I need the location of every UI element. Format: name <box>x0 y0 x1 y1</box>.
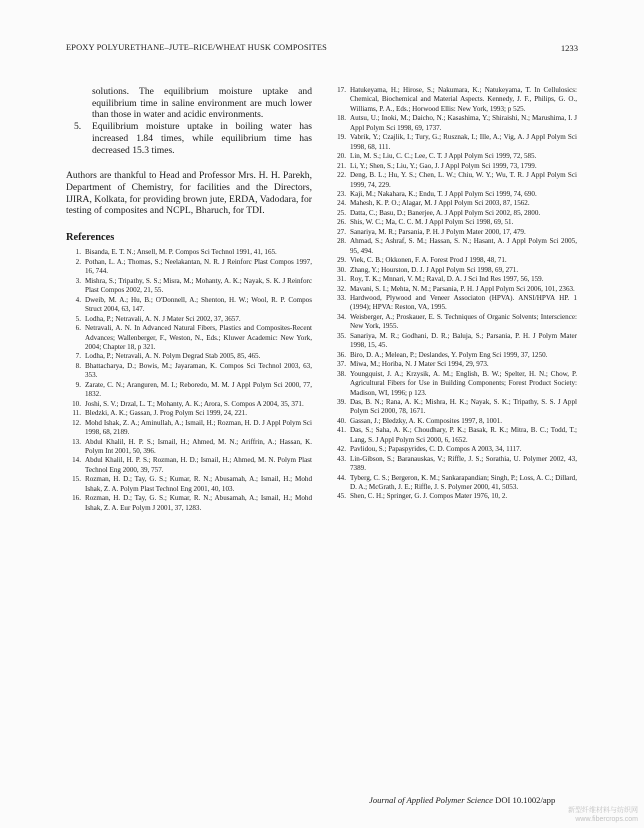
reference-text: Mavani, S. I.; Mehta, N. M.; Parsania, P. H. J Appl Polym Sci 2006, 101, 2363. <box>350 284 575 293</box>
reference-item <box>66 400 312 409</box>
reference-number: 17. <box>337 86 346 94</box>
reference-number: 7. <box>75 352 81 361</box>
references-list-right <box>331 86 577 502</box>
reference-number: 43. <box>337 454 346 463</box>
reference-item <box>331 332 577 351</box>
reference-item <box>331 455 577 474</box>
reference-item <box>331 275 577 284</box>
reference-number: 23. <box>337 189 346 198</box>
reference-number: 6. <box>75 324 81 333</box>
reference-item <box>331 417 577 426</box>
reference-text: Tyberg, C. S.; Bergeron, K. M.; Sankarapandian; Singh, P.; Loss, A. C.; Dillard, D. A.; McGrath, J. E.; Riffle, J. S. Polymer 2000, 41, 5053. <box>350 473 577 492</box>
reference-item <box>66 324 312 352</box>
reference-text: Abdul Khalil, H. P. S.; Rozman, H. D.; Ismail, H.; Ahmed, M. N. Polym Plast Technol Eng 2000, 39, 757. <box>85 456 312 474</box>
reference-number: 4. <box>75 295 81 304</box>
reference-number: 5. <box>75 314 81 323</box>
reference-item <box>331 351 577 360</box>
reference-number: 37. <box>337 360 346 369</box>
reference-item <box>66 475 312 494</box>
left-column <box>66 86 312 513</box>
reference-text: Shis, W. C.; Ma, C. C. M. J Appl Polym Sci 1998, 69, 51. <box>350 218 514 227</box>
reference-text: Li, Y.; Shen, S.; Liu, Y.; Gao, J. J Appl Polym Sci 1999, 73, 1799. <box>350 161 537 170</box>
reference-number: 44. <box>337 473 346 482</box>
reference-number: 2. <box>75 257 81 266</box>
reference-item <box>66 277 312 296</box>
running-header <box>66 43 578 55</box>
reference-text: Viek, C. B.; Okkonen, F. A. Forest Prod J 1998, 48, 71. <box>350 256 507 265</box>
doi: DOI 10.1002/app <box>495 795 556 805</box>
reference-number: 38. <box>337 369 346 378</box>
reference-number: 1. <box>75 248 81 257</box>
reference-number: 40. <box>337 416 346 425</box>
reference-number: 18. <box>337 114 346 123</box>
reference-number: 27. <box>337 227 346 236</box>
reference-text: Roy, T. K.; Mnnari, V. M.; Raval, D. A. J Sci Ind Res 1997, 56, 159. <box>350 275 544 284</box>
reference-text: Hatukeyama, H.; Hirose, S.; Nakumara, K.; Natukeyama, T. In Cellulosics: Chemical, Biochemical and Material Aspects. Kennedy, J. F., Philips, G. O., Williams, P. A., Eds.; Horwood Ellis: New York, 1993; p 525. <box>350 86 577 113</box>
reference-number: 20. <box>337 152 346 161</box>
reference-text: Mishra, S.; Tripathy, S. S.; Misra, M.; Mohanty, A. K.; Nayak, S. K. J Reinforc Plast Compos 2002, 21, 55. <box>85 276 312 295</box>
acknowledgment: Authors are thankful to Head and Professor Mrs. H. H. Parekh, Department of Chemistry, for facilities and the Directors, IJIRA, Kolkata, for providing brown jute, ERDA, Vadodara, for testing of composites and NCPL, Bharuch, for TDI. <box>66 170 312 217</box>
reference-number: 30. <box>337 265 346 274</box>
reference-number: 28. <box>337 237 346 246</box>
reference-number: 32. <box>337 284 346 293</box>
reference-number: 22. <box>337 171 346 180</box>
reference-text: Lodha, P.; Netravali, A. N. Polym Degrad Stab 2005, 85, 465. <box>85 352 261 361</box>
reference-text: Bledzki, A. K.; Gassan, J. Prog Polym Sci 1999, 24, 221. <box>85 409 247 418</box>
reference-text: Sanariya, M. R.; Godhani, D. R.; Baluja, S.; Parsania, P. H. J Polym Mater 1998, 15, 45. <box>350 331 577 350</box>
references-heading: References <box>66 232 115 244</box>
reference-item <box>66 409 312 418</box>
reference-item <box>331 360 577 369</box>
reference-text: Pavlidou, S.; Papaspyrides, C. D. Compos A 2003, 34, 1117. <box>350 445 522 454</box>
reference-item <box>66 419 312 438</box>
reference-item <box>331 294 577 313</box>
reference-text: Bisanda, E. T. N.; Ansell, M. P. Compos Sci Technol 1991, 41, 165. <box>85 248 277 257</box>
reference-text: Netravali, A. N. In Advanced Natural Fibers, Plastics and Composites-Recent Advances; Wallenberger, F., Weston, N., Eds.; Kluwer Academic: New York, 2004; Chapter 18, p 321. <box>85 324 312 352</box>
reference-number: 42. <box>337 445 346 454</box>
reference-item <box>331 474 577 493</box>
conclusion-number: 5. <box>74 121 82 133</box>
reference-item <box>331 426 577 445</box>
reference-item <box>66 456 312 475</box>
reference-item <box>331 266 577 275</box>
reference-item <box>331 133 577 152</box>
conclusion-text: solutions. The equilibrium moisture uptake and equilibrium time in saline environment are much lower than those in water and acidic environments. <box>92 86 312 121</box>
reference-number: 16. <box>72 494 81 503</box>
reference-text: Rozman, H. D.; Tay, G. S.; Kumar, R. N.; Abusamah, A.; Ismail, H.; Mohd Ishak, Z. A. Polym Plast Technol Eng 2001, 40, 103. <box>85 475 312 493</box>
reference-item <box>331 445 577 454</box>
reference-text: Youngquist, J. A.; Krzysik, A. M.; English, B. W.; Spelter, H. N.; Chow, P. Agricultural Fibers for Use in Building Components; Forest Product Society: Madison, WI, 1996; p 123. <box>350 369 577 397</box>
reference-number: 24. <box>337 199 346 208</box>
reference-number: 10. <box>72 399 81 408</box>
reference-item <box>331 370 577 398</box>
reference-text: Autsu, U.; Inoki, M.; Daicho, N.; Kasashima, Y.; Shiraishi, N.; Marushima, I. J Appl Polym Sci 1998, 69, 1737. <box>350 114 577 132</box>
reference-number: 8. <box>75 361 81 370</box>
reference-text: Biro, D. A.; Melean, P.; Deslandes, Y. Polym Eng Sci 1999, 37, 1250. <box>350 350 548 359</box>
watermark-line-2: www.fibercrops.com <box>575 816 638 823</box>
reference-item <box>331 492 577 501</box>
references-list-left <box>66 248 312 513</box>
reference-text: Kaji, M.; Nakahara, K.; Endu, T. J Appl Polym Sci 1999, 74, 690. <box>350 189 537 198</box>
reference-text: Das, B. N.; Rana, A. K.; Mishra, H. K.; Nayak, S. K.; Tripathy, S. S. J Appl Polym Sci 2000, 78, 1671. <box>350 397 577 416</box>
reference-number: 45. <box>337 492 346 501</box>
reference-text: Deng, B. L.; Hu, Y. S.; Chen, L. W.; Chiu, W. Y.; Wu, T. R. J Appl Polym Sci 1999, 74, 229. <box>350 171 577 189</box>
reference-item <box>66 296 312 315</box>
reference-number: 36. <box>337 350 346 359</box>
reference-item <box>66 258 312 277</box>
reference-number: 29. <box>337 256 346 265</box>
reference-number: 11. <box>72 409 81 418</box>
reference-number: 31. <box>337 275 346 284</box>
reference-item <box>331 398 577 417</box>
reference-text: Miwa, M.; Horiba, N. J Mater Sci 1994, 29, 973. <box>350 360 489 369</box>
reference-number: 21. <box>337 161 346 170</box>
running-title: EPOXY POLYURETHANE–JUTE–RICE/WHEAT HUSK COMPOSITES <box>66 43 327 52</box>
reference-text: Vabrik, Y.; Czajlik, I.; Tury, G.; Rusznak, I.; Ille, A.; Vig, A. J Appl Polym Sci 1998, 68, 111. <box>350 133 577 151</box>
reference-item <box>331 218 577 227</box>
reference-number: 9. <box>75 380 81 389</box>
reference-number: 35. <box>337 331 346 340</box>
reference-text: Ahmad, S.; Ashraf, S. M.; Hassan, S. N.; Hasant, A. J Appl Polym Sci 2005, 95, 494. <box>350 237 577 255</box>
reference-item <box>66 494 312 513</box>
reference-item <box>331 313 577 332</box>
watermark-line-1: 新型纤维材料与纺织网 <box>568 807 638 814</box>
right-column <box>331 86 577 502</box>
reference-item <box>331 162 577 171</box>
reference-number: 25. <box>337 208 346 217</box>
reference-number: 12. <box>72 418 81 427</box>
reference-number: 13. <box>72 437 81 446</box>
reference-text: Lodha, P.; Netravali, A. N. J Mater Sci 2002, 37, 3657. <box>85 314 241 323</box>
reference-item <box>331 86 577 114</box>
reference-text: Pothan, L. A.; Thomas, S.; Neelakantan, N. R. J Reinforc Plast Compos 1997, 16, 744. <box>85 257 312 276</box>
reference-item <box>331 190 577 199</box>
reference-item <box>331 228 577 237</box>
reference-text: Dweib, M. A.; Hu, B.; O'Donnell, A.; Shenton, H. W.; Wool, R. P. Compos Struct 2004, 63, 147. <box>85 295 312 314</box>
reference-number: 39. <box>337 397 346 406</box>
reference-text: Abdul Khalil, H. P. S.; Ismail, H.; Ahmed, M. N.; Ariffrin, A.; Hassan, K. Polym Int 2001, 50, 396. <box>85 437 312 455</box>
reference-number: 26. <box>337 218 346 227</box>
conclusion-item <box>66 86 312 121</box>
reference-item <box>331 114 577 133</box>
conclusion-item <box>66 121 312 156</box>
reference-text: Datta, C.; Basu, D.; Banerjee, A. J Appl Polym Sci 2002, 85, 2800. <box>350 208 541 217</box>
conclusions-list <box>66 86 312 156</box>
reference-item <box>66 381 312 400</box>
reference-text: Bhattacharya, D.; Bowis, M.; Jayaraman, K. Compos Sci Technol 2003, 63, 353. <box>85 361 312 380</box>
reference-number: 19. <box>337 133 346 142</box>
reference-text: Rozman, H. D.; Tay, G. S.; Kumar, R. N.; Abusamah, A.; Ismail, H.; Mohd Ishak, Z. A. Eur Polym J 2001, 37, 1283. <box>85 494 312 512</box>
reference-text: Mahesh, K. P. O.; Alagar, M. J Appl Polym Sci 2003, 87, 1562. <box>350 199 530 208</box>
reference-item <box>331 256 577 265</box>
reference-item <box>66 315 312 324</box>
reference-item <box>331 285 577 294</box>
journal-name: Journal of Applied Polymer Science <box>369 795 493 805</box>
reference-text: Das, S.; Saha, A. K.; Choudhary, P. K.; Basak, R. K.; Mitra, B. C.; Todd, T.; Lang, S. J Appl Polym Sci 2000, 6, 1652. <box>350 426 577 444</box>
reference-item <box>331 171 577 190</box>
reference-text: Lin-Gibson, S.; Baranauskas, V.; Riffle, J. S.; Sorathia, U. Polymer 2002, 43, 7389. <box>350 454 577 473</box>
reference-text: Mohd Ishak, Z. A.; Aminullah, A.; Ismail, H.; Rozman, H. D. J Appl Polym Sci 1998, 68, 2189. <box>85 418 312 437</box>
footer <box>369 795 555 805</box>
reference-item <box>66 248 312 257</box>
reference-number: 34. <box>337 312 346 321</box>
conclusion-text: Equilibrium moisture uptake in boiling water has increased 1.84 times, while equilibrium time has decreased 15.3 times. <box>92 121 312 156</box>
reference-text: Lin, M. S.; Liu, C. C.; Lee, C. T. J Appl Polym Sci 1999, 72, 585. <box>350 152 537 161</box>
reference-number: 3. <box>75 276 81 285</box>
page-number: 1233 <box>560 43 578 53</box>
reference-text: Weisberger, A.; Proskauer, E. S. Techniques of Organic Solvents; Interscience: New York, 1955. <box>350 312 577 331</box>
reference-text: Sanariya, M. R.; Parsania, P. H. J Polym Mater 2000, 17, 479. <box>350 227 526 236</box>
reference-number: 14. <box>72 456 81 465</box>
reference-text: Zarate, C. N.; Aranguren, M. I.; Reboredo, M. M. J Appl Polym Sci 2000, 77, 1832. <box>85 380 312 399</box>
reference-number: 15. <box>72 475 81 484</box>
watermark <box>568 806 638 824</box>
reference-item <box>331 152 577 161</box>
reference-text: Gassan, J.; Bledzky, A. K. Composites 1997, 8, 1001. <box>350 416 503 425</box>
reference-number: 41. <box>337 426 346 435</box>
reference-text: Zhang, Y.; Hourston, D. J. J Appl Polym Sci 1998, 69, 271. <box>350 265 519 274</box>
reference-text: Shen, C. H.; Springer, G. J. Compos Mater 1976, 10, 2. <box>350 492 508 501</box>
reference-text: Joshi, S. V.; Drzal, L. T.; Mohanty, A. K.; Arora, S. Compos A 2004, 35, 371. <box>85 399 304 408</box>
reference-item <box>66 352 312 361</box>
reference-item <box>331 199 577 208</box>
reference-item <box>66 362 312 381</box>
reference-item <box>66 438 312 457</box>
reference-item <box>331 237 577 256</box>
reference-number: 33. <box>337 293 346 302</box>
reference-item <box>331 209 577 218</box>
reference-text: Hardwood, Plywood and Veneer Associaton (HPVA). ANSI/HPVA HP. 1 (1994); HPVA: Reston, VA, 1995. <box>350 293 577 312</box>
